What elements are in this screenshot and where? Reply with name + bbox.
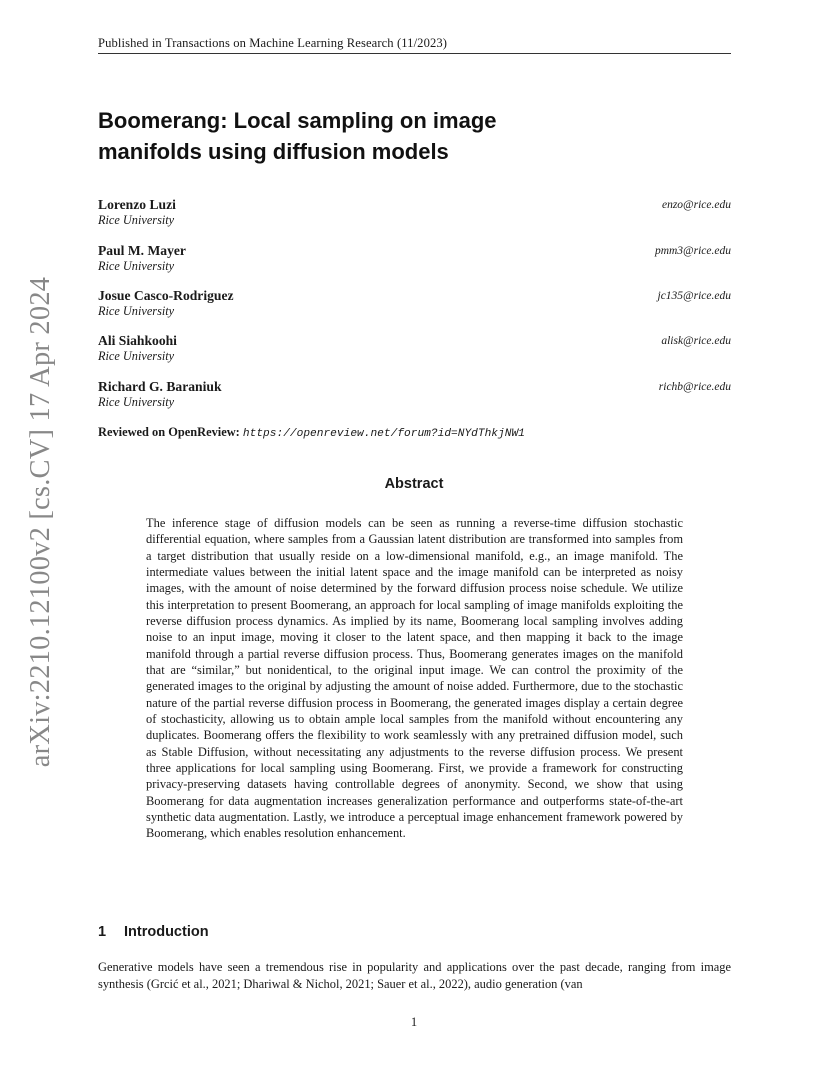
author-block: [98, 197, 731, 231]
header-rule: [98, 53, 731, 54]
abstract-text: The inference stage of diffusion models can be seen as running a reverse-time diffusion stochastic differential equation, where samples from a Gaussian latent distribution are transformed into samples from a target distribution that usually reside on a low-dimensional manifold, e.g., an image manifold. The intermediate values between the initial latent space and the image manifold can be interpreted as noisy images, with the amount of noise determined by the forward diffusion process noise schedule. We utilize this interpretation to present Boomerang, an approach for local sampling of image manifolds exploiting the reverse diffusion process dynamics. As implied by its name, Boomerang local sampling involves adding noise to an input image, moving it closer to the latent space, and then mapping it back to the image manifold through a partial reverse diffusion process. Thus, Boomerang generates images on the manifold that are “similar,” but nonidentical, to the original input image. We can control the proximity of the generated images to the original by adjusting the amount of noise added. Furthermore, due to the stochastic nature of the partial reverse diffusion process in Boomerang, the generated images display a certain degree of stochasticity, allowing us to obtain ample local samples from the manifold without encountering any duplicates. Boomerang offers the flexibility to work seamlessly with any pretrained diffusion model, such as Stable Diffusion, without necessitating any adjustments to the reverse diffusion process. We present three applications for local sampling using Boomerang. First, we provide a framework for constructing privacy-preserving datasets having controllable degrees of anonymity. Second, we show that using Boomerang for data augmentation increases generalization performance and outperforms state-of-the-art synthetic data augmentation. Lastly, we introduce a perceptual image enhancement framework powered by Boomerang, which enables resolution enhancement.: [146, 516, 683, 841]
author-name: Lorenzo Luzi: [98, 197, 176, 212]
review-line: [98, 425, 525, 440]
author-name: Paul M. Mayer: [98, 243, 186, 258]
author-name: Richard G. Baraniuk: [98, 379, 222, 394]
page-number: 1: [410, 1015, 418, 1029]
arxiv-stamp: arXiv:2210.12100v2 [cs.CV] 17 Apr 2024: [25, 276, 56, 768]
intro-paragraph: Generative models have seen a tremendous rise in popularity and applications over the past decade, ranging from image synthesis (Grcić et al., 2021; Dhariwal & Nichol, 2021; Sauer et al., 2022), audio generation (van: [98, 960, 731, 991]
review-link[interactable]: https://openreview.net/forum?id=NYdThkjNW1: [242, 428, 525, 440]
author-block: [98, 333, 731, 367]
author-block: [98, 243, 731, 277]
author-block: [98, 379, 731, 413]
author-email: alisk@rice.edu: [661, 335, 731, 347]
author-email: richb@rice.edu: [658, 381, 731, 393]
author-affiliation: Rice University: [98, 259, 175, 273]
author-name: Josue Casco-Rodriguez: [98, 288, 234, 303]
author-email: enzo@rice.edu: [661, 199, 731, 211]
abstract-heading: Abstract: [384, 476, 444, 492]
author-email: jc135@rice.edu: [657, 290, 731, 302]
author-email: pmm3@rice.edu: [654, 245, 731, 257]
running-header: Published in Transactions on Machine Learning Research (11/2023): [98, 36, 448, 50]
section-heading: [98, 924, 209, 940]
author-affiliation: Rice University: [98, 349, 175, 363]
paper-title: Boomerang: Local sampling on image manifolds using diffusion models: [98, 108, 497, 164]
author-block: [98, 288, 731, 322]
author-affiliation: Rice University: [98, 213, 175, 227]
section-title: Introduction: [124, 924, 209, 940]
author-name: Ali Siahkoohi: [98, 333, 177, 348]
review-label: Reviewed on OpenReview:: [98, 425, 240, 439]
section-number: 1: [98, 924, 107, 940]
author-affiliation: Rice University: [98, 304, 175, 318]
author-affiliation: Rice University: [98, 395, 175, 409]
